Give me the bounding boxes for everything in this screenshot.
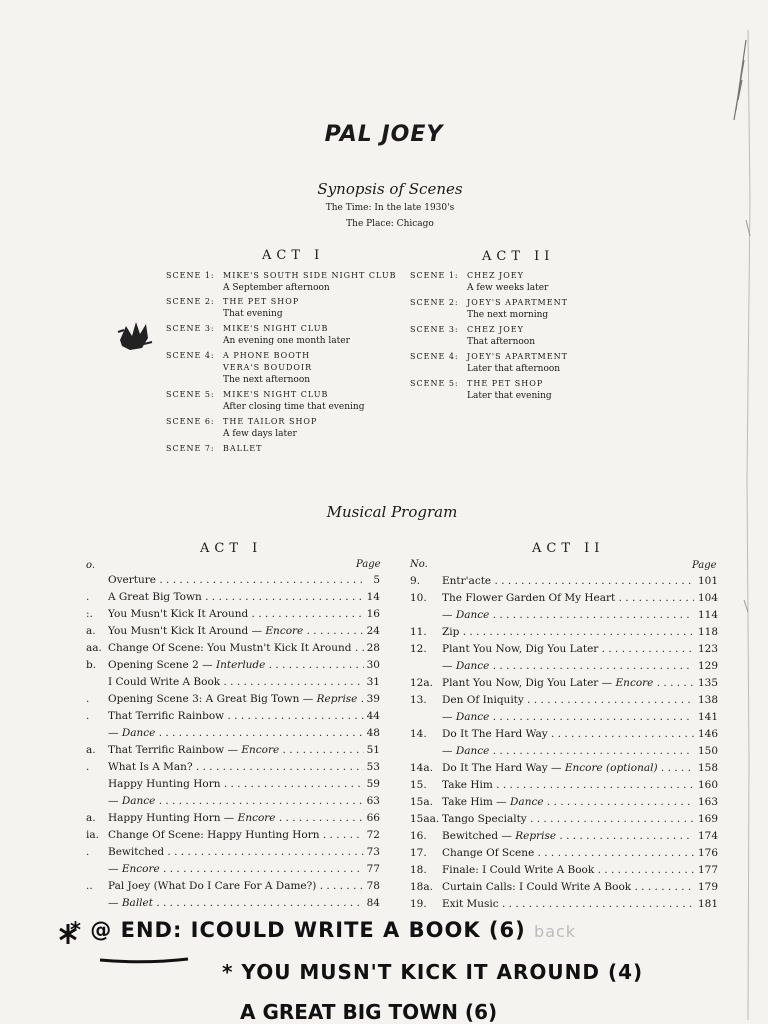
- program-row: [86, 691, 380, 707]
- scene-location: BALLET: [223, 444, 263, 453]
- page-number: 66: [366, 812, 380, 824]
- program-row: [86, 623, 380, 639]
- program-row: [410, 777, 718, 793]
- program-row: [410, 794, 718, 810]
- page-number: 14: [366, 591, 380, 603]
- scene-location: CHEZ JOEY: [467, 325, 524, 334]
- program-number: ..: [86, 880, 93, 892]
- page-number: 169: [697, 813, 718, 825]
- song-title: Do It The Hard Way . . .: [442, 726, 694, 742]
- page-number: 72: [366, 829, 380, 841]
- page-number: 150: [697, 745, 718, 757]
- program-number: 17.: [410, 847, 427, 859]
- song-title: Entr'acte . . .: [442, 573, 694, 589]
- page-number: 16: [366, 608, 380, 620]
- program-row: [410, 709, 718, 725]
- scene-time: Later that evening: [467, 391, 552, 401]
- program-row: [86, 674, 380, 690]
- scene-time: The next morning: [467, 310, 549, 320]
- song-title: Change Of Scene: Happy Hunting Horn . . .: [108, 827, 364, 843]
- page-number: 5: [373, 574, 380, 586]
- page-number: 146: [697, 728, 718, 740]
- page-number: 63: [366, 795, 380, 807]
- scene-time: Later that afternoon: [467, 364, 561, 374]
- page-number: 73: [366, 846, 380, 858]
- scene-location: A PHONE BOOTH: [223, 351, 311, 360]
- handwritten-faint-word: back: [534, 922, 577, 941]
- program-row: [86, 708, 380, 724]
- program-row: [86, 827, 380, 843]
- song-title: Zip . . .: [442, 624, 694, 640]
- act2-no-header: No.: [410, 559, 428, 570]
- program-row: [86, 810, 380, 826]
- page-number: 101: [697, 575, 718, 587]
- program-row: [410, 879, 718, 895]
- song-title: Take Him — Dance . . .: [442, 794, 694, 810]
- program-number: 15aa.: [410, 813, 440, 825]
- page-number: 53: [366, 761, 380, 773]
- program-number: ia.: [86, 829, 99, 841]
- scene-location: THE PET SHOP: [223, 297, 300, 306]
- ink-blot-mark: [116, 318, 154, 352]
- scene-time: After closing time that evening: [223, 402, 365, 412]
- song-title: That Terrific Rainbow . . .: [108, 708, 364, 724]
- scene-time: A September afternoon: [223, 283, 330, 293]
- program-number: .: [86, 710, 90, 722]
- program-row: [410, 743, 718, 759]
- song-title: You Musn't Kick It Around . . .: [108, 606, 364, 622]
- synopsis-time: The Time: In the late 1930's: [325, 203, 455, 213]
- program-row: [86, 572, 380, 588]
- synopsis-place: The Place: Chicago: [346, 219, 434, 229]
- program-number: 9.: [410, 575, 421, 587]
- scene-time: A few days later: [223, 429, 297, 439]
- page-number: 77: [366, 863, 380, 875]
- program-row: [86, 793, 380, 809]
- song-title: You Musn't Kick It Around — Encore . . .: [108, 623, 364, 639]
- program-number: a.: [86, 744, 96, 756]
- page-number: 51: [366, 744, 380, 756]
- program-row: [410, 862, 718, 878]
- program-number: a.: [86, 812, 96, 824]
- song-title: — Dance . . .: [442, 607, 694, 623]
- page-number: 129: [697, 660, 718, 672]
- scene-label: SCENE 7:: [166, 444, 215, 453]
- handwritten-note-line2: * YOU MUSN'T KICK IT AROUND (4): [222, 960, 644, 984]
- scene-time: An evening one month later: [223, 336, 350, 346]
- song-title: Bewitched — Reprise . . .: [442, 828, 694, 844]
- scene-time: VERA'S BOUDOIR: [223, 363, 313, 372]
- song-title: A Great Big Town . . .: [108, 589, 364, 605]
- scene-location: JOEY'S APARTMENT: [467, 298, 568, 307]
- song-title: — Dance . . .: [442, 709, 694, 725]
- program-number: aa.: [86, 642, 102, 654]
- page-number: 48: [366, 727, 380, 739]
- program-number: .: [86, 761, 90, 773]
- song-title: Finale: I Could Write A Book . . .: [442, 862, 694, 878]
- scan-edge-marks: [728, 0, 768, 1024]
- scene-label: SCENE 1:: [166, 271, 215, 280]
- scene-location: THE PET SHOP: [467, 379, 544, 388]
- song-title: — Ballet . . .: [108, 895, 364, 911]
- song-title: Change Of Scene . . .: [442, 845, 694, 861]
- page-number: 59: [366, 778, 380, 790]
- page-number: 114: [697, 609, 718, 621]
- program-row: [86, 640, 380, 656]
- page-number: 179: [697, 881, 718, 893]
- program-row: [86, 742, 380, 758]
- page-number: 141: [697, 711, 718, 723]
- program-number: .: [86, 591, 90, 603]
- handwritten-note-text: * @ END: ICOULD WRITE A BOOK (6): [70, 918, 526, 942]
- song-title: Opening Scene 3: A Great Big Town — Reprise . . .: [108, 691, 364, 707]
- song-title: Den Of Iniquity . . .: [442, 692, 694, 708]
- song-title: I Could Write A Book . . .: [108, 674, 364, 690]
- program-row: [410, 692, 718, 708]
- scene-label: SCENE 6:: [166, 417, 215, 426]
- program-number: 14.: [410, 728, 427, 740]
- program-number: a.: [86, 625, 96, 637]
- program-row: [410, 624, 718, 640]
- page-number: 24: [366, 625, 380, 637]
- page-number: 84: [366, 897, 380, 909]
- act2-program-list: [410, 573, 718, 918]
- page-number: 30: [366, 659, 380, 671]
- program-number: 18.: [410, 864, 427, 876]
- act1-program-list: [86, 572, 382, 917]
- program-number: 11.: [410, 626, 427, 638]
- program-row: [86, 776, 380, 792]
- song-title: Plant You Now, Dig You Later — Encore . . .: [442, 675, 694, 691]
- program-row: [86, 589, 380, 605]
- act1-program-heading: ACT I: [200, 541, 263, 556]
- act1-no-header: o.: [86, 560, 96, 571]
- scene-label: SCENE 2:: [166, 297, 215, 306]
- program-row: [86, 844, 380, 860]
- handwritten-note-line3: A GREAT BIG TOWN (6): [240, 1000, 498, 1024]
- scene-label: SCENE 5:: [166, 390, 215, 399]
- scene-label: SCENE 1:: [410, 271, 459, 280]
- scene-label: SCENE 4:: [410, 352, 459, 361]
- page-number: 78: [366, 880, 380, 892]
- page-number: 138: [697, 694, 718, 706]
- song-title: Curtain Calls: I Could Write A Book . . .: [442, 879, 694, 895]
- song-title: — Dance . . .: [108, 793, 364, 809]
- page-number: 176: [697, 847, 718, 859]
- song-title: Pal Joey (What Do I Care For A Dame?) . . .: [108, 878, 364, 894]
- page-number: 177: [697, 864, 718, 876]
- song-title: Take Him . . .: [442, 777, 694, 793]
- program-row: [410, 896, 718, 912]
- program-row: [410, 607, 718, 623]
- page-title: PAL JOEY: [324, 122, 444, 147]
- program-row: [410, 828, 718, 844]
- program-number: 14a.: [410, 762, 433, 774]
- act2-page-header: Page: [692, 560, 717, 571]
- page-number: 31: [366, 676, 380, 688]
- song-title: Do It The Hard Way — Encore (optional) . . .: [442, 760, 694, 776]
- song-title: Exit Music . . .: [442, 896, 694, 912]
- program-row: [86, 725, 380, 741]
- program-number: .: [86, 846, 90, 858]
- scene-time: That evening: [223, 309, 283, 319]
- song-title: — Encore . . .: [108, 861, 364, 877]
- program-row: [410, 641, 718, 657]
- scene-time: A few weeks later: [467, 283, 549, 293]
- page-number: 28: [366, 642, 380, 654]
- act1-page-header: Page: [356, 559, 381, 570]
- song-title: Tango Specialty . . .: [442, 811, 694, 827]
- underline-mark: [98, 956, 190, 964]
- program-row: [410, 675, 718, 691]
- act2-program-heading: ACT II: [532, 541, 605, 556]
- program-row: [86, 895, 380, 911]
- synopsis-heading: Synopsis of Scenes: [317, 180, 463, 198]
- act1-scenes-heading: ACT I: [262, 248, 325, 263]
- act2-scenes-heading: ACT II: [482, 249, 555, 264]
- program-number: 10.: [410, 592, 427, 604]
- act1-scene-list: [166, 270, 406, 460]
- song-title: Happy Hunting Horn . . .: [108, 776, 364, 792]
- song-title: — Dance . . .: [108, 725, 364, 741]
- program-row: [410, 760, 718, 776]
- program-number: 12a.: [410, 677, 433, 689]
- page-number: 39: [366, 693, 380, 705]
- program-row: [410, 658, 718, 674]
- page-number: 104: [697, 592, 718, 604]
- program-row: [410, 726, 718, 742]
- program-row: [86, 861, 380, 877]
- page-number: 118: [697, 626, 718, 638]
- scene-location: MIKE'S NIGHT CLUB: [223, 324, 329, 333]
- program-number: 19.: [410, 898, 427, 910]
- scene-label: SCENE 3:: [410, 325, 459, 334]
- song-title: That Terrific Rainbow — Encore . . .: [108, 742, 364, 758]
- page-number: 44: [366, 710, 380, 722]
- program-row: [86, 878, 380, 894]
- program-number: 15.: [410, 779, 427, 791]
- page-number: 181: [697, 898, 718, 910]
- program-number: 18a.: [410, 881, 433, 893]
- scene-location: THE TAILOR SHOP: [223, 417, 318, 426]
- page-number: 174: [697, 830, 718, 842]
- page-number: 135: [697, 677, 718, 689]
- page-number: 160: [697, 779, 718, 791]
- song-title: Overture . . .: [108, 572, 364, 588]
- song-title: — Dance . . .: [442, 743, 694, 759]
- scene-location: JOEY'S APARTMENT: [467, 352, 568, 361]
- scene-location: MIKE'S SOUTH SIDE NIGHT CLUB: [223, 271, 397, 280]
- program-row: [86, 606, 380, 622]
- program-row: [410, 590, 718, 606]
- page-number: 163: [697, 796, 718, 808]
- scene-time: The next afternoon: [223, 375, 311, 385]
- scene-label: SCENE 3:: [166, 324, 215, 333]
- page-number: 158: [697, 762, 718, 774]
- musical-program-heading: Musical Program: [326, 503, 458, 521]
- program-number: .: [86, 693, 90, 705]
- song-title: The Flower Garden Of My Heart . . .: [442, 590, 694, 606]
- program-number: b.: [86, 659, 97, 671]
- program-row: [410, 811, 718, 827]
- song-title: Change Of Scene: You Mustn't Kick It Around . . .: [108, 640, 364, 656]
- program-number: 15a.: [410, 796, 433, 808]
- program-row: [86, 759, 380, 775]
- song-title: Happy Hunting Horn — Encore . . .: [108, 810, 364, 826]
- scene-label: SCENE 2:: [410, 298, 459, 307]
- scene-label: SCENE 5:: [410, 379, 459, 388]
- page-number: 123: [697, 643, 718, 655]
- song-title: — Dance . . .: [442, 658, 694, 674]
- scene-location: CHEZ JOEY: [467, 271, 524, 280]
- program-number: 13.: [410, 694, 427, 706]
- scene-label: SCENE 4:: [166, 351, 215, 360]
- act2-scene-list: [410, 270, 610, 410]
- program-row: [86, 657, 380, 673]
- scene-time: That afternoon: [467, 337, 536, 347]
- song-title: Bewitched . . .: [108, 844, 364, 860]
- program-number: 12.: [410, 643, 427, 655]
- program-row: [410, 573, 718, 589]
- song-title: Opening Scene 2 — Interlude . . .: [108, 657, 364, 673]
- song-title: Plant You Now, Dig You Later . . .: [442, 641, 694, 657]
- program-number: :.: [86, 608, 93, 620]
- program-row: [410, 845, 718, 861]
- handwritten-note-line1: [70, 918, 576, 942]
- program-number: 16.: [410, 830, 427, 842]
- scene-location: MIKE'S NIGHT CLUB: [223, 390, 329, 399]
- song-title: What Is A Man? . . .: [108, 759, 364, 775]
